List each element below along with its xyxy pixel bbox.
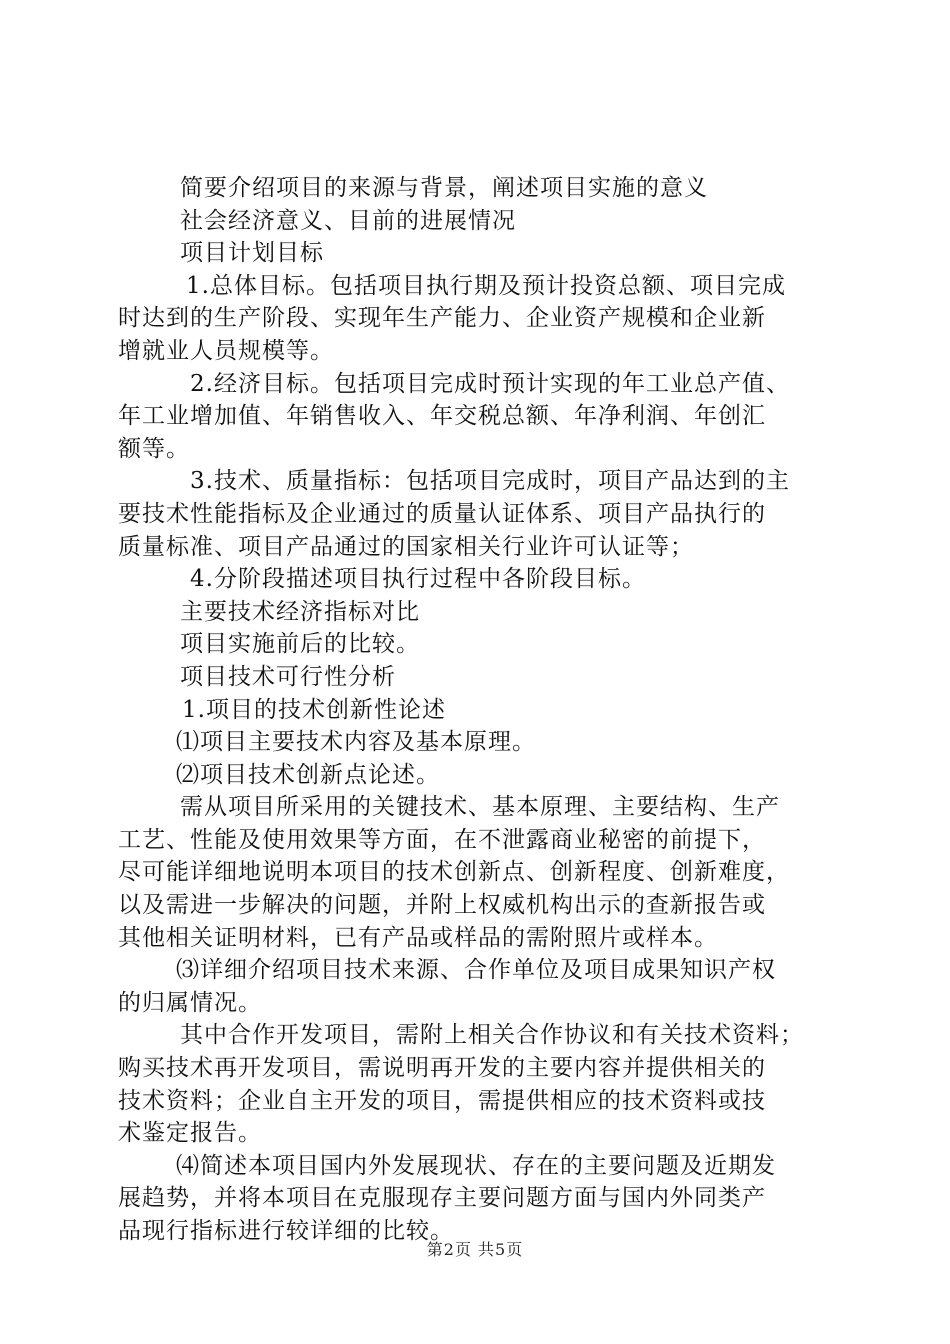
paragraph-line: 要技术性能指标及企业通过的质量认证体系、项目产品执行的 — [118, 500, 766, 527]
page-number-footer: 第2页 共5页 — [426, 1240, 524, 1259]
paragraph-line: 其他相关证明材料，已有产品或样品的需附照片或样本。 — [118, 924, 718, 951]
paragraph-line: 增就业人员规模等。 — [118, 337, 334, 364]
paragraph-line: 2.经济目标。包括项目完成时预计实现的年工业总产值、 — [190, 370, 790, 397]
list-item: ⑶详细介绍项目技术来源、合作单位及项目成果知识产权 — [176, 957, 776, 984]
list-item: ⑴项目主要技术内容及基本原理。 — [176, 729, 536, 756]
paragraph-line: 额等。 — [118, 435, 190, 462]
paragraph-line: 的归属情况。 — [118, 989, 262, 1016]
paragraph-line: 社会经济意义、目前的进展情况 — [180, 207, 516, 234]
paragraph-line: 展趋势，并将本项目在克服现存主要问题方面与国内外同类产 — [118, 1185, 766, 1212]
paragraph-line: 项目实施前后的比较。 — [180, 631, 420, 658]
paragraph-line: 质量标准、项目产品通过的国家相关行业许可认证等； — [118, 533, 694, 560]
paragraph-line: 简要介绍项目的来源与背景，阐述项目实施的意义 — [180, 175, 708, 201]
paragraph-line: 以及需进一步解决的问题，并附上权威机构出示的查新报告或 — [118, 892, 766, 919]
list-item: ⑷简述本项目国内外发展现状、存在的主要问题及近期发 — [176, 1152, 776, 1179]
paragraph-line: 品现行指标进行较详细的比较。 — [118, 1218, 454, 1244]
document-body — [118, 172, 834, 1248]
paragraph-line: 其中合作开发项目，需附上相关合作协议和有关技术资料； — [180, 1022, 804, 1049]
paragraph-line: 需从项目所采用的关键技术、基本原理、主要结构、生产 — [180, 794, 780, 821]
paragraph-line: 术鉴定报告。 — [118, 1120, 262, 1147]
paragraph-line: 1.总体目标。包括项目执行期及预计投资总额、项目完成 — [186, 272, 786, 299]
section-heading: 项目计划目标 — [180, 240, 324, 267]
section-heading: 项目技术可行性分析 — [180, 663, 396, 690]
section-heading: 主要技术经济指标对比 — [180, 598, 420, 625]
paragraph-line: 工艺、性能及使用效果等方面，在不泄露商业秘密的前提下， — [118, 826, 766, 853]
paragraph-line: 技术资料；企业自主开发的项目，需提供相应的技术资料或技 — [118, 1087, 766, 1114]
list-item: ⑵项目技术创新点论述。 — [176, 761, 440, 788]
paragraph-line: 3.技术、质量指标：包括项目完成时，项目产品达到的主 — [190, 468, 790, 495]
paragraph-line: 尽可能详细地说明本项目的技术创新点、创新程度、创新难度， — [118, 859, 790, 886]
paragraph-line: 时达到的生产阶段、实现年生产能力、企业资产规模和企业新 — [118, 305, 766, 332]
subsection-heading: 1.项目的技术创新性论述 — [182, 696, 446, 723]
paragraph-line: 购买技术再开发项目，需说明再开发的主要内容并提供相关的 — [118, 1055, 766, 1082]
paragraph-line: 年工业增加值、年销售收入、年交税总额、年净利润、年创汇 — [118, 403, 766, 430]
paragraph-line: 4.分阶段描述项目执行过程中各阶段目标。 — [190, 566, 646, 593]
